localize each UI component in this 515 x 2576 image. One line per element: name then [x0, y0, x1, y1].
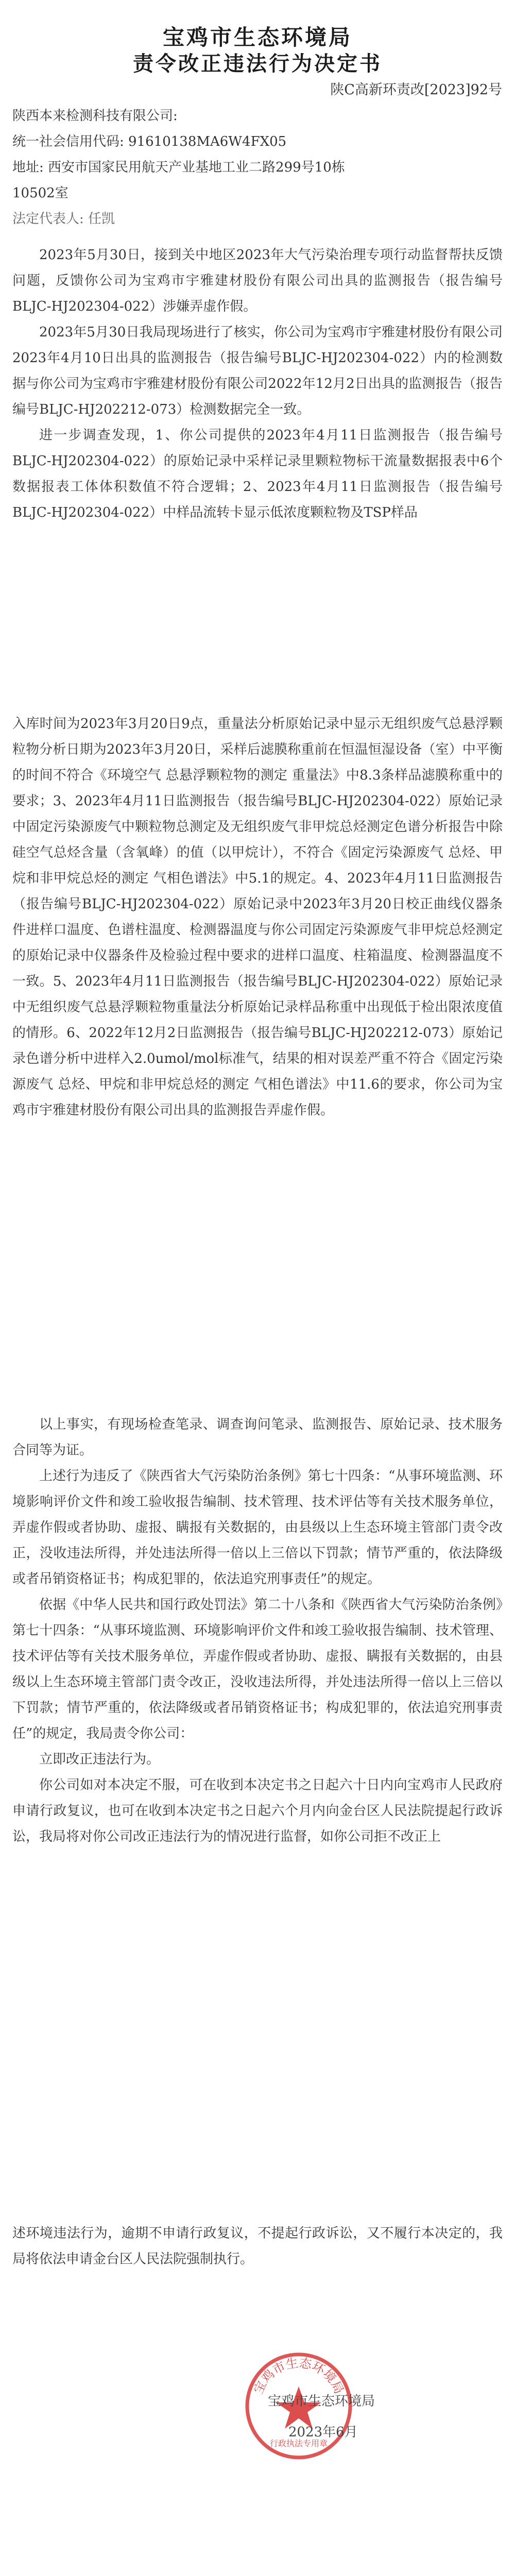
agency-title: 宝鸡市生态环境局: [162, 25, 352, 50]
credit-code: 统一社会信用代码: 91610138MA6W4FX05: [12, 134, 287, 149]
address-line1: 地址: 西安市国家民用航天产业基地工业二路299号10栋: [12, 160, 345, 175]
signature-org: 宝鸡市生态环境局: [268, 2394, 375, 2409]
svg-text:行政执法专用章: 行政执法专用章: [269, 2438, 328, 2448]
paragraph-remedy: 你公司如对本决定不服，可在收到本决定书之日起六十日内向宝鸡市人民政府申请行政复议，也可在收到本决定书之日起六个月内向金台区人民法院提起行政诉讼，我局将对你公司改正违法行为的情况进行监督，如你公司拒不改正上: [12, 1777, 503, 1844]
address-line2: 10502室: [12, 185, 68, 201]
paragraph-evidence: 以上事实，有现场检查笔录、调查询问笔录、监测报告、原始记录、技术服务合同等为证。: [12, 1417, 503, 1458]
paragraph-order: 立即改正违法行为。: [39, 1752, 160, 1767]
paragraph-enforcement: 述环境违法行为，逾期不申请行政复议，不提起行政诉讼，又不履行本决定的，我局将依法申请金台区人民法院强制执行。: [12, 2226, 503, 2267]
decision-section: [12, 1412, 503, 1850]
party-info: [12, 103, 503, 232]
paragraph-report-source: 2023年5月30日，接到关中地区2023年大气污染治理专项行动监督帮扶反馈问题，反馈你公司为宝鸡市宇雅建材股份有限公司出具的监测报告（报告编号BLJC-HJ202304-022）涉嫌弄虚作假。: [12, 247, 503, 314]
signature-date: 2023年6月: [288, 2425, 358, 2440]
facts-section-1: [12, 242, 503, 526]
facts-section-2: [12, 711, 503, 1123]
paragraph-investigation-continued: 入库时间为2023年3月20日9点，重量法分析原始记录中显示无组织废气总悬浮颗粒物分析日期为2023年3月20日，采样后滤膜称重前在恒温恒湿设备（室）中平衡的时间不符合《环境空气 总悬浮颗粒物的测定 重量法》中8.3条样品滤膜称重中的要求；3、2023年4月11日监测报告（报告编号BLJC-HJ202304-022）原始记录中固定污染源废气中颗粒物总测定及无组织废气非甲烷总烃测定色谱分析报告中除硅空气总烃含量（含氧峰）的值（以甲烷计），不符合《固定污染源废气 总烃、甲烷和非甲烷总烃的测定 气相色谱法》中5.1的规定。4、2023年4月11日监测报告（报告编号BLJC-HJ202304-022）原始记录中2023年3月20日校正曲线仪器条件进样口温度、色谱柱温度、检测器温度与你公司固定污染源废气非甲烷总烃测定的原始记录中仪器条件及检验过程中要求的进样口温度、柱箱温度、检测器温度不一致。5、2023年4月11日监测报告（报告编号BLJC-HJ202304-022）原始记录中无组织废气总悬浮颗粒物重量法分析原始记录样品称重中出现低于检出限浓度值的情形。6、2022年12月2日监测报告（报告编号BLJC-HJ202212-073）原始记录色谱分析中进样入2.0umol/mol标准气，结果的相对误差严重不符合《固定污染源废气 总烃、甲烷和非甲烷总烃的测定 气相色谱法》中11.6的要求，你公司为宝鸡市宇雅建材股份有限公司出具的监测报告弄虚作假。: [12, 716, 503, 1118]
paragraph-investigation: 进一步调查发现，1、你公司提供的2023年4月11日监测报告（报告编号BLJC-HJ202304-022）的原始记录中采样记录里颗粒物标干流量数据报表中6个数据报表工体体积数值不符合逻辑；2、2023年4月11日监测报告（报告编号BLJC-HJ202304-022）中样品流转卡显示低浓度颗粒物及TSP样品: [12, 428, 503, 520]
paragraph-legal-basis: 依据《中华人民共和国行政处罚法》第二十八条和《陕西省大气污染防治条例》第七十四条：“从事环境监测、环境影响评价文件和竣工验收报告编制、技术管理、技术评估等有关技术服务单位，弄虚作假或者协助、虚报、瞒报有关数据的，由县级以上生态环境主管部门责令改正，没收违法所得，并处违法所得一倍以上三倍以下罚款；情节严重的，依法降级或者吊销资格证书；构成犯罪的，依法追究刑事责任”的规定，我局责令你公司：: [12, 1597, 503, 1741]
svg-text:宝鸡市生态环境局: 宝鸡市生态环境局: [251, 2355, 347, 2396]
paragraph-verification: 2023年5月30日我局现场进行了核实，你公司为宝鸡市宇雅建材股份有限公司2023年4月10日出具的监测报告（报告编号BLJC-HJ202304-022）内的检测数据与你公司为宝鸡市宇雅建材股份有限公司2022年12月2日出具的监测报告（报告编号BLJC-HJ202212-073）检测数据完全一致。: [12, 325, 503, 417]
document-number: 陕C高新环责改[2023]92号: [330, 82, 502, 98]
legal-representative: 法定代表人: 任凯: [12, 211, 115, 227]
party-name: 陕西本来检测科技有限公司:: [12, 108, 178, 124]
paragraph-violation: 上述行为违反了《陕西省大气污染防治条例》第七十四条：“从事环境监测、环境影响评价文件和竣工验收报告编制、技术管理、技术评估等有关技术服务单位，弄虚作假或者协助、虚报、瞒报有关数据的，由县级以上生态环境主管部门责令改正，没收违法所得，并处违法所得一倍以上三倍以下罚款；情节严重的，依法降级或者吊销资格证书；构成犯罪的，依法追究刑事责任”的规定。: [12, 1468, 503, 1587]
decision-section-continued: [12, 2221, 503, 2272]
document-title: 责令改正违法行为决定书: [133, 52, 382, 76]
